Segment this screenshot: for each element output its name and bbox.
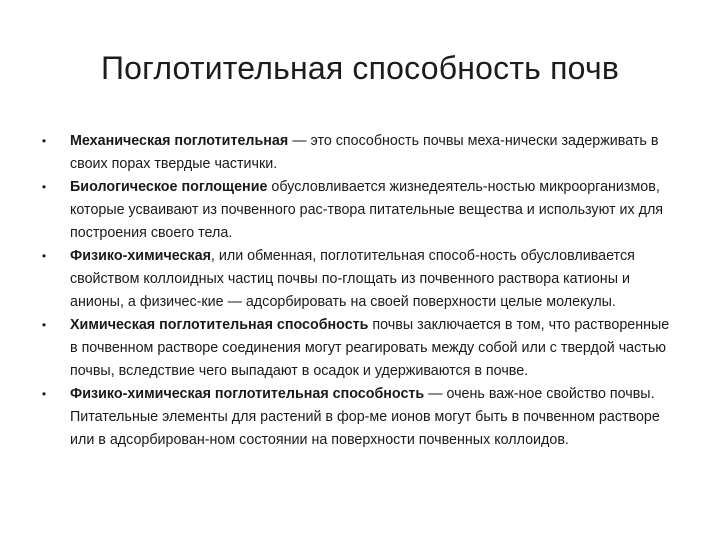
item-lead: Физико-химическая поглотительная способность: [70, 386, 425, 402]
item-text: — это способность почвы меха-нически задерживать в своих порах твердые частички.: [70, 133, 659, 172]
list-item-mechanical: [38, 130, 678, 176]
bullet-icon: •: [41, 249, 47, 263]
item-lead: Химическая поглотительная способность: [70, 317, 369, 333]
bullet-icon: •: [41, 134, 47, 148]
slide-title: Поглотительная способность почв: [100, 50, 620, 86]
bullet-icon: •: [41, 387, 47, 401]
list-item-physico-chemical-capacity: [38, 383, 678, 452]
item-lead: Физико-химическая: [70, 248, 211, 264]
list-item-physico-chemical: [38, 245, 678, 314]
bullet-icon: •: [41, 180, 47, 194]
item-text: , или обменная, поглотительная способ-ность обусловливается свойством коллоидных частиц почвы по-глощать из почвенного раствора катионы и анионы, а физичес-кие — адсорбировать на своей поверхности целые молекулы.: [70, 248, 635, 310]
item-lead: Биологическое поглощение: [70, 179, 268, 195]
item-text: обусловливается жизнедеятель-ностью микроорганизмов, которые усваивают из почвенного рас-твора питательные вещества и используют их для построения своего тела.: [70, 179, 664, 241]
item-lead: Механическая поглотительная: [70, 133, 289, 149]
list-item-chemical: [38, 314, 678, 383]
bullet-list: [38, 130, 678, 452]
item-text: почвы заключается в том, что растворенные в почвенном растворе соединения могут реагировать между собой или с твердой частью почвы, вследствие чего выпадают в осадок и удерживаются в почве.: [70, 317, 670, 379]
bullet-icon: •: [41, 318, 47, 332]
list-item-biological: [38, 176, 678, 245]
item-text: — очень важ-ное свойство почвы. Питательные элементы для растений в фор-ме ионов могут быть в почвенном растворе или в адсорбирован-ном состоянии на поверхности почвенных коллоидов.: [70, 386, 660, 448]
